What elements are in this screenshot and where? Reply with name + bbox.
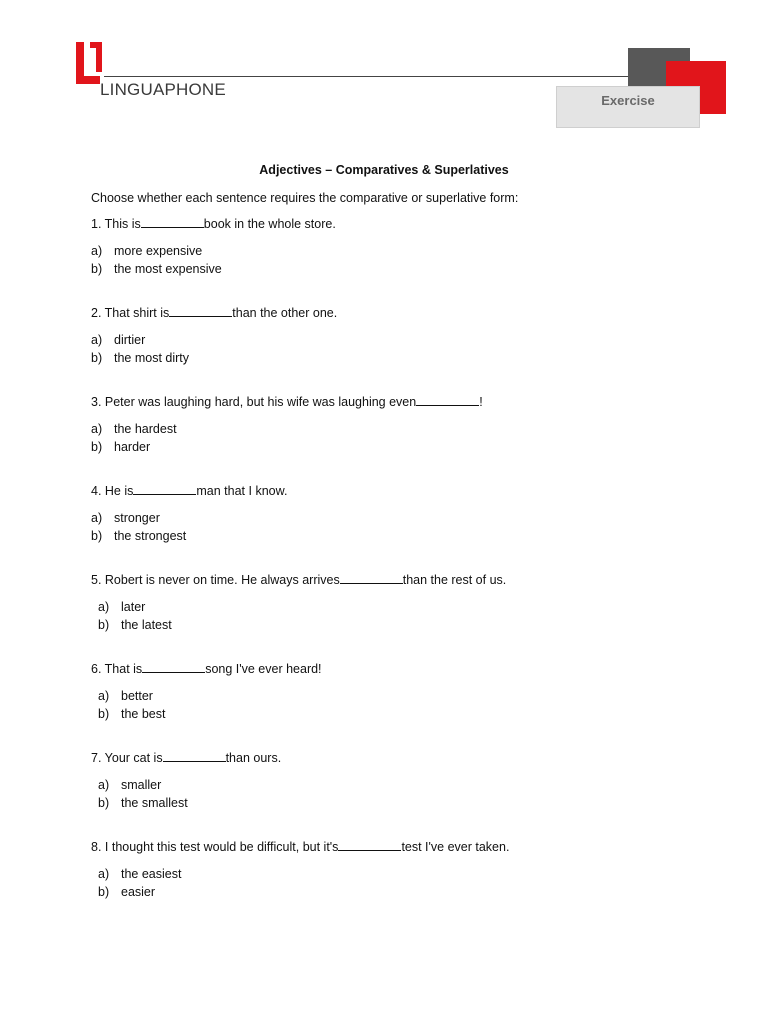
question-2 [91,305,691,367]
question-text-before: 4. He is [91,484,134,498]
option-text: later [121,600,146,615]
question-text-after: than the rest of us. [402,573,507,587]
option-letter: b) [98,884,110,899]
option-text: harder [114,439,151,454]
option-b[interactable] [91,884,691,902]
option-a[interactable] [91,777,691,795]
question-text-after: song I've ever heard! [205,662,322,676]
option-letter: a) [98,867,110,882]
question-text-after: ! [479,395,483,409]
linguaphone-logo-icon [76,42,104,84]
option-text: the best [121,706,166,721]
option-text: smaller [121,778,162,793]
question-text [91,661,691,678]
question-4 [91,483,691,545]
question-7 [91,750,691,812]
option-letter: a) [91,422,103,437]
question-text-before: 1. This is [91,217,141,231]
question-text-after: test I've ever taken. [401,840,510,854]
option-b[interactable] [91,528,691,546]
option-a[interactable] [91,243,691,261]
question-text-before: 8. I thought this test would be difficult, but it's [91,840,339,854]
answer-blank[interactable] [141,216,204,228]
option-b[interactable] [91,795,691,813]
question-text [91,572,691,589]
option-letter: b) [91,439,103,454]
option-a[interactable] [91,421,691,439]
exercise-tab [556,86,700,128]
option-b[interactable] [91,617,691,635]
option-letter: b) [98,617,110,632]
instructions: Choose whether each sentence requires the comparative or superlative form: [91,191,519,205]
option-text: the easiest [121,867,182,882]
option-letter: a) [91,244,103,259]
option-b[interactable] [91,439,691,457]
option-list [91,421,691,456]
option-letter: a) [91,511,103,526]
option-list [91,688,691,723]
option-text: the hardest [114,422,177,437]
answer-blank[interactable] [338,839,401,851]
question-5 [91,572,691,634]
option-a[interactable] [91,510,691,528]
question-list [91,216,691,901]
option-a[interactable] [91,688,691,706]
option-list [91,332,691,367]
question-text [91,839,691,856]
option-text: the strongest [114,528,187,543]
question-text-before: 3. Peter was laughing hard, but his wife was laughing even [91,395,417,409]
option-text: easier [121,884,156,899]
question-text-before: 2. That shirt is [91,306,170,320]
question-1 [91,216,691,278]
option-letter: a) [98,689,110,704]
option-text: dirtier [114,333,146,348]
worksheet [91,162,691,928]
option-list [91,599,691,634]
answer-blank[interactable] [416,394,479,406]
option-list [91,866,691,901]
option-list [91,777,691,812]
option-text: the smallest [121,795,188,810]
answer-blank[interactable] [133,483,196,495]
question-text-after: than the other one. [232,306,338,320]
option-letter: a) [98,778,110,793]
header-divider [104,76,628,77]
option-text: better [121,689,153,704]
option-letter: b) [98,706,110,721]
option-b[interactable] [91,706,691,724]
option-letter: a) [98,600,110,615]
option-letter: b) [91,528,103,543]
option-text: the most expensive [114,261,222,276]
option-text: stronger [114,511,160,526]
option-b[interactable] [91,350,691,368]
page-title: Adjectives – Comparatives & Superlatives [259,163,509,177]
question-text [91,216,691,233]
question-6 [91,661,691,723]
option-letter: a) [91,333,103,348]
question-text-after: book in the whole store. [203,217,336,231]
option-b[interactable] [91,261,691,279]
option-letter: b) [91,350,103,365]
question-text [91,305,691,322]
question-text [91,394,691,411]
option-text: the most dirty [114,350,190,365]
question-text [91,750,691,767]
answer-blank[interactable] [142,661,205,673]
question-text-before: 7. Your cat is [91,751,163,765]
question-text-after: than ours. [225,751,282,765]
option-a[interactable] [91,599,691,617]
brand-name: LINGUAPHONE [100,80,226,99]
option-letter: b) [98,795,110,810]
question-8 [91,839,691,901]
option-text: the latest [121,617,172,632]
option-list [91,243,691,278]
question-text [91,483,691,500]
answer-blank[interactable] [163,750,226,762]
question-text-before: 5. Robert is never on time. He always arrives [91,573,340,587]
option-text: more expensive [114,244,203,259]
option-a[interactable] [91,332,691,350]
answer-blank[interactable] [340,572,403,584]
option-letter: b) [91,261,103,276]
exercise-label: Exercise [601,93,655,108]
option-a[interactable] [91,866,691,884]
question-text-after: man that I know. [196,484,288,498]
question-text-before: 6. That is [91,662,143,676]
question-3 [91,394,691,456]
answer-blank[interactable] [169,305,232,317]
option-list [91,510,691,545]
